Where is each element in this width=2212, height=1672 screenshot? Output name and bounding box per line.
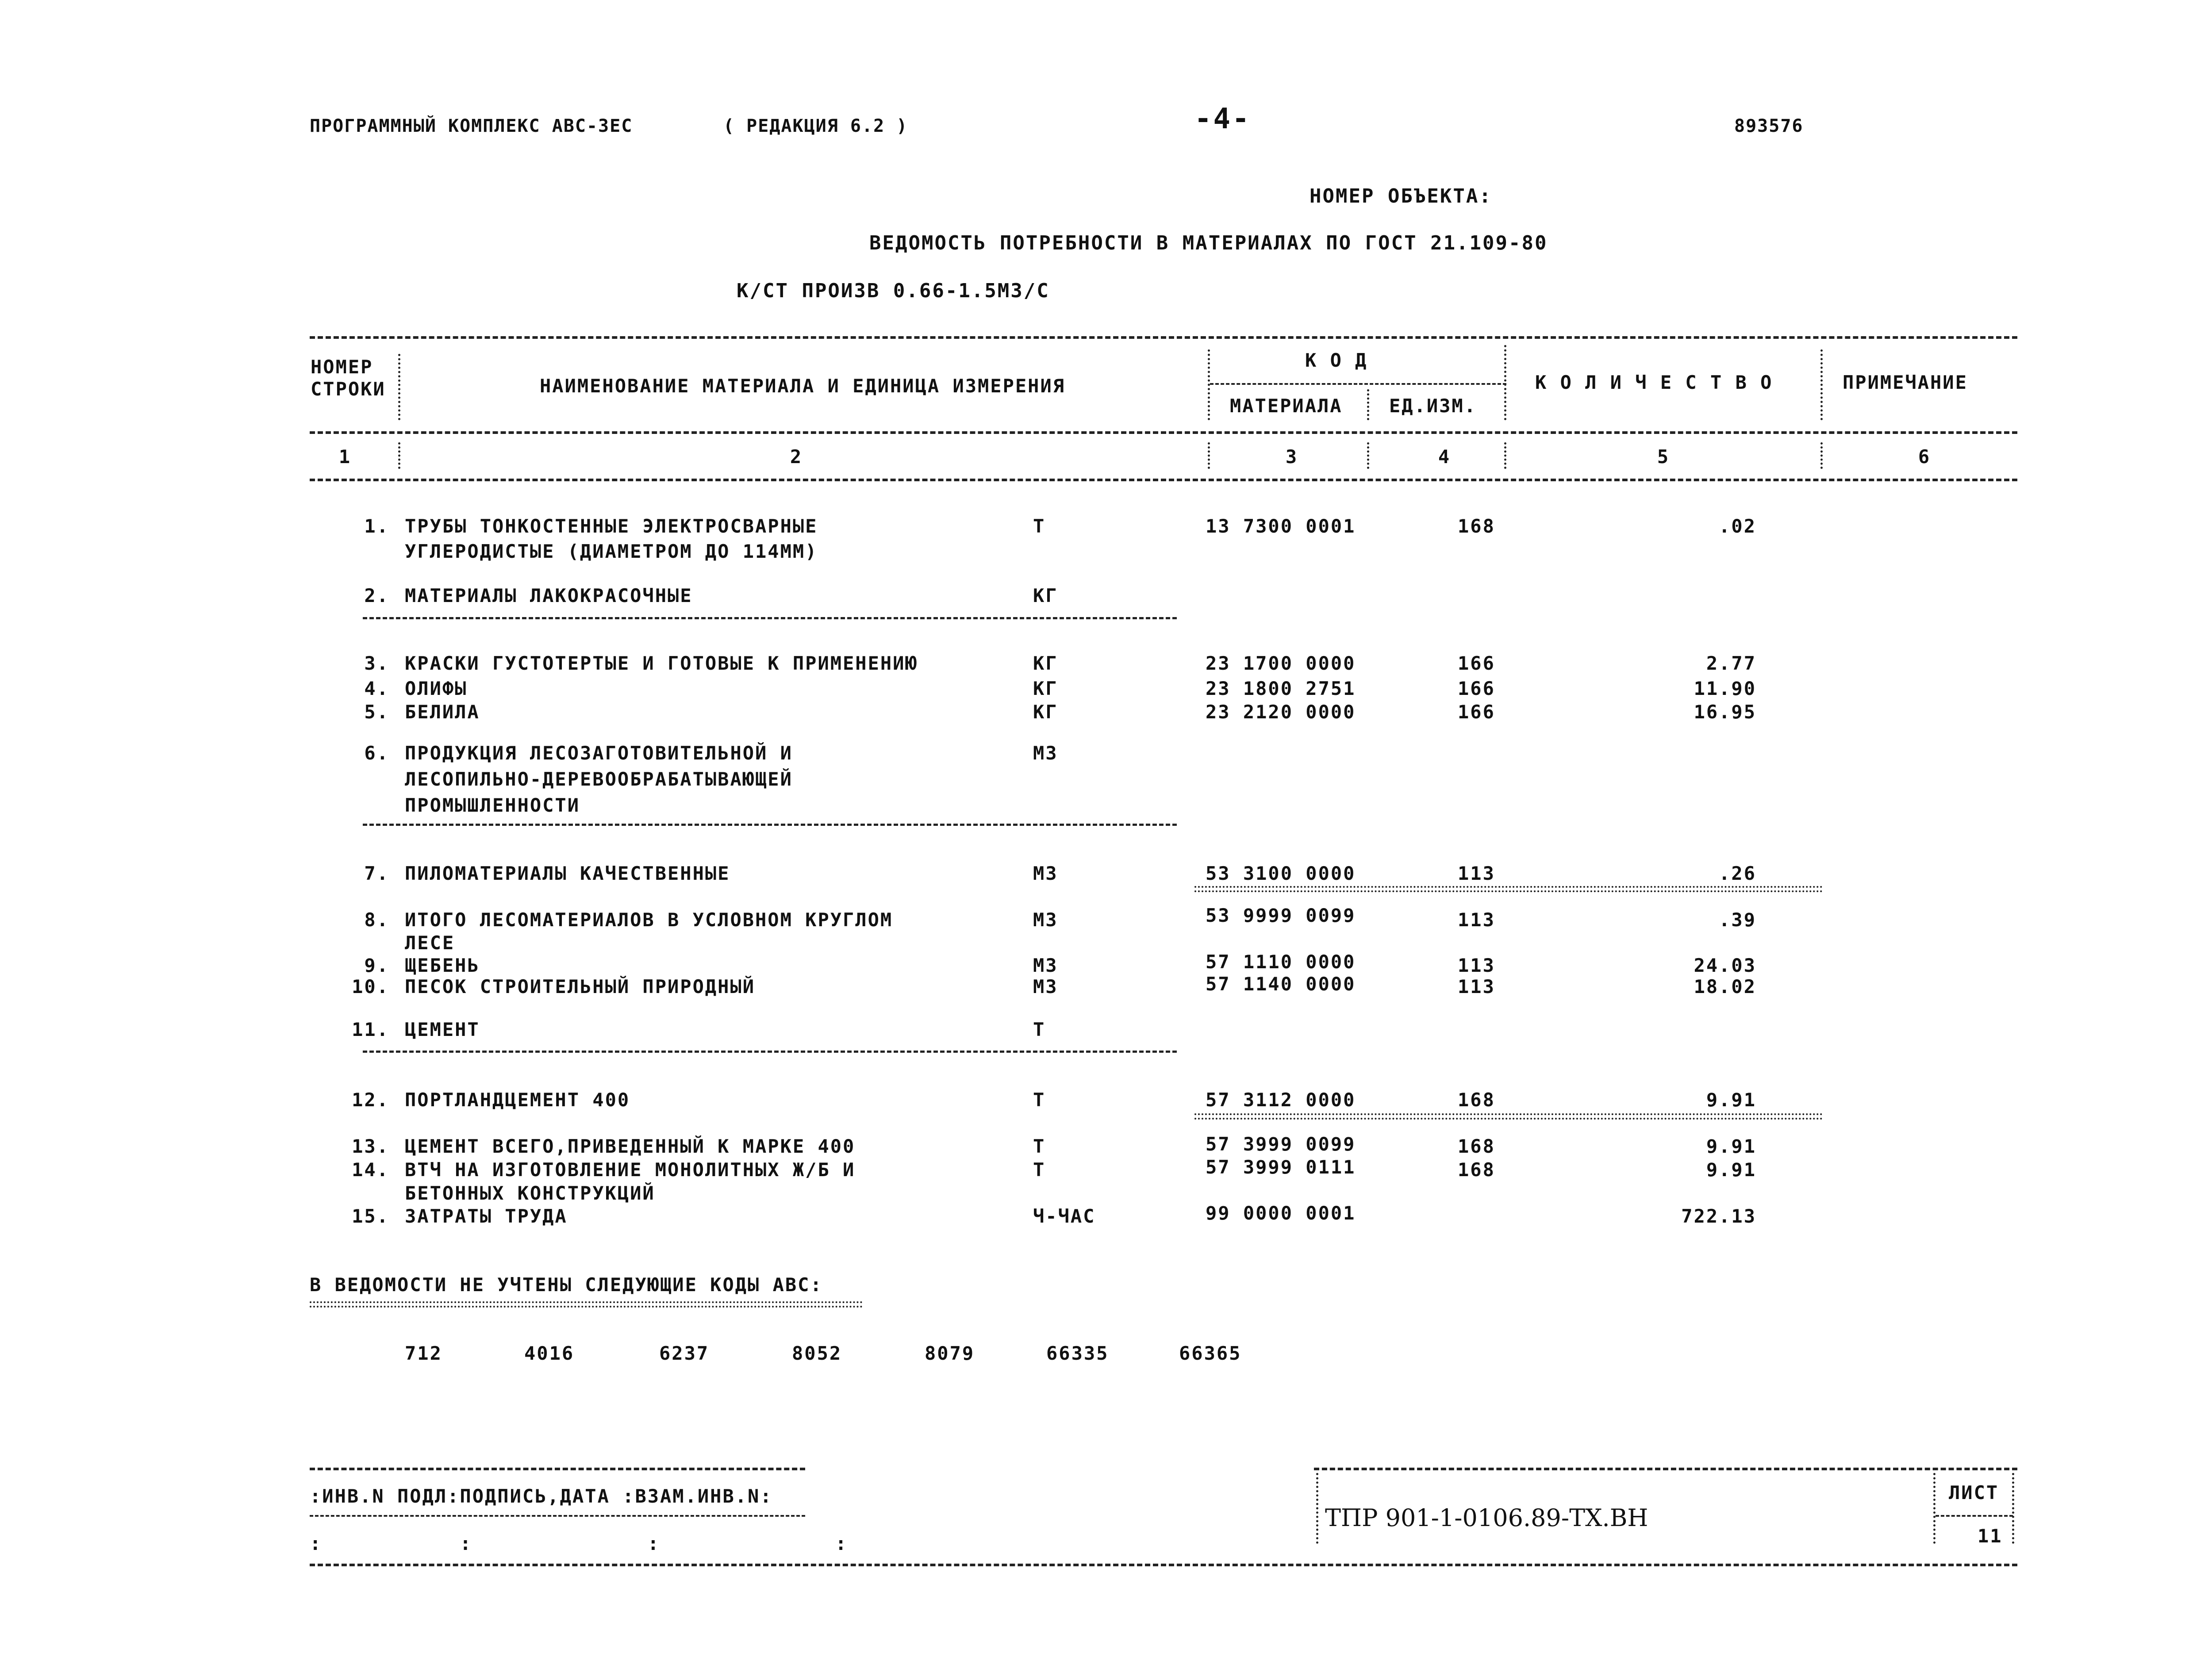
row-unit-code: 166 [1458, 701, 1495, 723]
row-number: 12. [352, 1089, 389, 1111]
row-unit: Т [1033, 1135, 1046, 1157]
row-name-line: БЕТОННЫХ КОНСТРУКЦИЙ [405, 1182, 655, 1204]
row-quantity: 18.02 [1694, 976, 1756, 997]
unaccounted-code: 4016 [524, 1342, 575, 1364]
row-quantity: 2.77 [1706, 652, 1756, 674]
header-rownum-top: НОМЕР [311, 356, 373, 378]
row-number: 9. [364, 955, 389, 976]
group-rule [363, 824, 1177, 826]
row-number: 1. [364, 515, 389, 537]
row-code: 53 9999 0099 [1206, 905, 1356, 926]
stamp-right-divider [2012, 1473, 2014, 1544]
col-number-divider [1367, 442, 1369, 469]
edition: ( РЕДАКЦИЯ 6.2 ) [723, 116, 908, 136]
header-rownum-bottom: СТРОКИ [311, 378, 386, 400]
document-title: ВЕДОМОСТЬ ПОТРЕБНОСТИ В МАТЕРИАЛАХ ПО ГОСТ 21.109-80 [869, 232, 1548, 254]
row-name-line: ЦЕМЕНТ ВСЕГО,ПРИВЕДЕННЫЙ К МАРКЕ 400 [405, 1135, 856, 1157]
row-number: 14. [352, 1159, 389, 1181]
row-unit: КГ [1033, 678, 1058, 699]
row-unit-code: 113 [1458, 863, 1495, 884]
unaccounted-rule [310, 1301, 863, 1308]
row-unit-code: 168 [1458, 1135, 1495, 1157]
row-code: 23 2120 0000 [1206, 701, 1356, 723]
stamp-right-divider [1316, 1473, 1318, 1544]
row-unit-code: 166 [1458, 678, 1495, 699]
row-unit: КГ [1033, 585, 1058, 606]
row-unit: КГ [1033, 652, 1058, 674]
stamp-left-header: :ИНВ.N ПОДЛ:ПОДПИСЬ,ДАТА :ВЗАМ.ИНВ.N: [310, 1485, 773, 1507]
unaccounted-code: 66365 [1179, 1342, 1242, 1364]
unaccounted-code: 8052 [792, 1342, 842, 1364]
row-name-line: ТРУБЫ ТОНКОСТЕННЫЕ ЭЛЕКТРОСВАРНЫЕ [405, 515, 818, 537]
row-unit: М3 [1033, 955, 1058, 976]
row-name-line: ЛЕСЕ [405, 932, 455, 954]
table-top-rule [310, 336, 2017, 339]
row-quantity: 16.95 [1694, 701, 1756, 723]
row-name-line: КРАСКИ ГУСТОТЕРТЫЕ И ГОТОВЫЕ К ПРИМЕНЕНИЮ [405, 652, 918, 674]
doc-id: 893576 [1734, 116, 1804, 136]
row-name-line: ЦЕМЕНТ [405, 1019, 480, 1040]
row-number: 10. [352, 976, 389, 997]
row-name-line: ПОРТЛАНДЦЕМЕНТ 400 [405, 1089, 630, 1111]
row-unit: М3 [1033, 909, 1058, 931]
row-name-line: МАТЕРИАЛЫ ЛАКОКРАСОЧНЫЕ [405, 585, 693, 606]
row-name-line: ПРОДУКЦИЯ ЛЕСОЗАГОТОВИТЕЛЬНОЙ И [405, 742, 793, 764]
document-subtitle: К/СТ ПРОИЗВ 0.66-1.5М3/С [737, 280, 1050, 302]
row-number: 6. [364, 742, 389, 764]
row-unit: Т [1033, 1159, 1046, 1181]
row-unit: М3 [1033, 976, 1058, 997]
row-unit-code: 168 [1458, 515, 1495, 537]
col-number-divider [398, 442, 400, 469]
row-number: 8. [364, 909, 389, 931]
header-divider [1208, 349, 1210, 420]
total-rule [1194, 1113, 1823, 1120]
header-code: К О Д [1305, 349, 1368, 371]
row-name-line: ВТЧ НА ИЗГОТОВЛЕНИЕ МОНОЛИТНЫХ Ж/Б И [405, 1159, 856, 1181]
row-number: 15. [352, 1205, 389, 1227]
header-divider [1504, 345, 1506, 420]
row-name-line: ЩЕБЕНЬ [405, 955, 480, 976]
stamp-sheet-value: 11 [1978, 1525, 2003, 1547]
row-code: 57 1110 0000 [1206, 951, 1356, 973]
row-quantity: .39 [1719, 909, 1756, 931]
row-unit: М3 [1033, 863, 1058, 884]
header-code-unit: ЕД.ИЗМ. [1389, 395, 1477, 417]
col-number-divider [1208, 442, 1210, 469]
row-code: 57 3999 0099 [1206, 1133, 1356, 1155]
header-code-material: МАТЕРИАЛА [1230, 395, 1343, 417]
col-number: 2 [790, 446, 803, 468]
stamp-sheet-rule [1936, 1515, 2013, 1517]
stamp-sheet-label: ЛИСТ [1949, 1482, 1999, 1503]
row-number: 11. [352, 1019, 389, 1040]
header-divider [1820, 349, 1823, 420]
col-number-bottom-rule [310, 479, 2017, 481]
header-divider [398, 354, 400, 420]
row-quantity: .26 [1719, 863, 1756, 884]
row-unit-code: 113 [1458, 955, 1495, 976]
row-name-line: ЛЕСОПИЛЬНО-ДЕРЕВООБРАБАТЫВАЮЩЕЙ [405, 768, 793, 790]
row-unit: КГ [1033, 701, 1058, 723]
stamp-left-top-rule [310, 1468, 805, 1470]
program-name: ПРОГРАММНЫЙ КОМПЛЕКС АВС-ЗЕС [310, 116, 633, 136]
unaccounted-code: 8079 [925, 1342, 975, 1364]
stamp-doc-code: ТПР 901-1-0106.89-ТХ.ВН [1325, 1504, 1648, 1532]
unaccounted-code: 66335 [1046, 1342, 1109, 1364]
col-number: 6 [1918, 446, 1931, 468]
row-code: 57 1140 0000 [1206, 973, 1356, 995]
row-code: 57 3112 0000 [1206, 1089, 1356, 1111]
row-name-line: ПЕСОК СТРОИТЕЛЬНЫЙ ПРИРОДНЫЙ [405, 976, 756, 997]
header-bottom-rule [310, 431, 2017, 434]
unaccounted-code: 6237 [659, 1342, 710, 1364]
row-number: 7. [364, 863, 389, 884]
row-code: 99 0000 0001 [1206, 1202, 1356, 1224]
row-code: 53 3100 0000 [1206, 863, 1356, 884]
header-code-rule [1210, 383, 1506, 385]
col-number-divider [1504, 442, 1506, 469]
total-rule [1194, 886, 1823, 892]
col-number-divider [1820, 442, 1823, 469]
row-quantity: 11.90 [1694, 678, 1756, 699]
page-bottom-rule [310, 1564, 2017, 1566]
row-unit-code: 166 [1458, 652, 1495, 674]
row-number: 4. [364, 678, 389, 699]
row-unit: М3 [1033, 742, 1058, 764]
row-unit-code: 168 [1458, 1159, 1495, 1181]
header-divider [1367, 389, 1369, 420]
row-name-line: ОЛИФЫ [405, 678, 468, 699]
group-rule [363, 1051, 1177, 1053]
row-quantity: 722.13 [1681, 1205, 1756, 1227]
page-number: -4- [1194, 103, 1251, 135]
row-name-line: УГЛЕРОДИСТЫЕ (ДИАМЕТРОМ ДО 114ММ) [405, 541, 818, 562]
row-name-line: ИТОГО ЛЕСОМАТЕРИАЛОВ В УСЛОВНОМ КРУГЛОМ [405, 909, 893, 931]
header-note: ПРИМЕЧАНИЕ [1843, 372, 1968, 393]
row-code: 23 1800 2751 [1206, 678, 1356, 699]
row-quantity: 9.91 [1706, 1089, 1756, 1111]
row-quantity: .02 [1719, 515, 1756, 537]
row-name-line: БЕЛИЛА [405, 701, 480, 723]
row-quantity: 9.91 [1706, 1159, 1756, 1181]
stamp-right-top-rule [1314, 1468, 2017, 1470]
row-code: 23 1700 0000 [1206, 652, 1356, 674]
col-number: 3 [1285, 446, 1298, 468]
header-quantity: К О Л И Ч Е С Т В О [1535, 372, 1773, 393]
object-number-label: НОМЕР ОБЪЕКТА: [1310, 185, 1492, 207]
row-name-line: ПИЛОМАТЕРИАЛЫ КАЧЕСТВЕННЫЕ [405, 863, 730, 884]
row-code: 13 7300 0001 [1206, 515, 1356, 537]
row-number: 3. [364, 652, 389, 674]
col-number: 5 [1657, 446, 1670, 468]
unaccounted-code: 712 [405, 1342, 442, 1364]
row-code: 57 3999 0111 [1206, 1156, 1356, 1178]
row-number: 13. [352, 1135, 389, 1157]
row-number: 2. [364, 585, 389, 606]
group-rule [363, 617, 1177, 619]
stamp-left-row: : : : : [310, 1533, 848, 1554]
row-number: 5. [364, 701, 389, 723]
row-unit: Т [1033, 1089, 1046, 1111]
header-name: НАИМЕНОВАНИЕ МАТЕРИАЛА И ЕДИНИЦА ИЗМЕРЕНИЯ [540, 375, 1066, 397]
unaccounted-title: В ВЕДОМОСТИ НЕ УЧТЕНЫ СЛЕДУЮЩИЕ КОДЫ АВС: [310, 1274, 823, 1296]
row-name-line: ЗАТРАТЫ ТРУДА [405, 1205, 568, 1227]
row-unit: Т [1033, 1019, 1046, 1040]
row-unit-code: 168 [1458, 1089, 1495, 1111]
row-quantity: 24.03 [1694, 955, 1756, 976]
col-number: 4 [1438, 446, 1451, 468]
row-name-line: ПРОМЫШЛЕННОСТИ [405, 794, 580, 816]
stamp-left-mid-rule [310, 1515, 805, 1517]
col-number: 1 [338, 446, 352, 468]
stamp-right-divider [1933, 1473, 1936, 1544]
row-unit: Ч-ЧАС [1033, 1205, 1096, 1227]
row-quantity: 9.91 [1706, 1135, 1756, 1157]
row-unit: Т [1033, 515, 1046, 537]
row-unit-code: 113 [1458, 976, 1495, 997]
row-unit-code: 113 [1458, 909, 1495, 931]
